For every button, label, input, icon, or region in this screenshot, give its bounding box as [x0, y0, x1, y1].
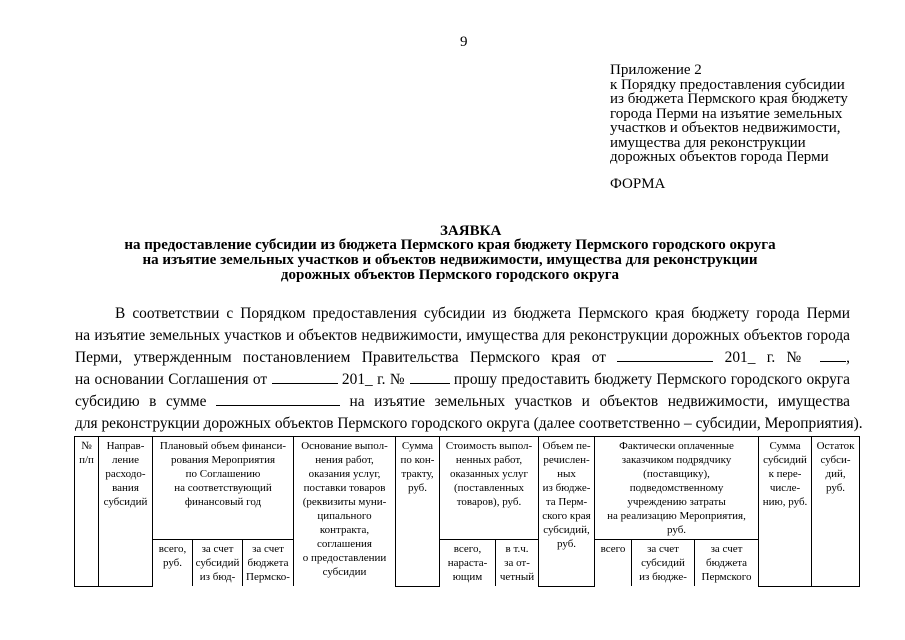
table-subheader-cell: всего, руб. [153, 540, 193, 587]
number-blank[interactable] [820, 349, 846, 362]
annex-line: к Порядку предоставления субсидии [610, 76, 845, 93]
body-paragraph [75, 303, 863, 435]
annex-line: города Перми на изъятие земельных [610, 105, 843, 122]
table-header-cell: Стоимость выпол- ненных работ, оказанных услуг (поставленных товаров), руб. [440, 437, 539, 540]
subtitle-line: на изъятие земельных участков и объектов недвижимости, имущества для реконструкции [142, 252, 758, 268]
table-subheader-cell: за счет бюджета Пермского [695, 540, 759, 587]
table-header-cell: Фактически оплаченные заказчиком подрядчику (поставщику), подведомственному учреждению затраты на реализацию Мероприятия, руб. [595, 437, 759, 540]
date-blank[interactable] [272, 371, 338, 384]
table-header-cell: Сумма субсидий к пере- числе- нию, руб. [759, 437, 812, 587]
body-text: 201_ г. № [724, 349, 809, 366]
subtitle-line: дорожных объектов Пермского городского округа [280, 267, 620, 283]
body-text: , [846, 349, 850, 366]
body-line [75, 369, 850, 391]
table-subheader-cell: в т.ч. за от- четный [496, 540, 539, 587]
table-header-cell: № п/п [75, 437, 99, 587]
table-subheader-cell: всего [595, 540, 632, 587]
report-table [74, 436, 860, 587]
subtitle-line: на предоставление субсидии из бюджета Пермского края бюджету Пермского городского округа [124, 237, 776, 253]
table-subheader-cell: за счет субсидий из бюд- [193, 540, 243, 587]
body-line: В соответствии с Порядком предоставления субсидии из бюджета Пермского края бюджету города Перми [115, 305, 850, 322]
body-line [75, 347, 850, 369]
table-subheader-cell: за счет бюджета Пермско- [243, 540, 294, 587]
annex-line: Приложение 2 [610, 62, 702, 78]
table-header-cell: Плановый объем финанси- рования Мероприятия по Соглашению на соответствующий финансовый год [153, 437, 294, 540]
annex-line: имущества для реконструкции [610, 134, 806, 151]
body-text: прошу предоставить бюджету Пермского городского округа [453, 371, 850, 388]
body-text: на основании Соглашения от [75, 371, 268, 388]
annex-block [610, 63, 870, 165]
body-line [75, 391, 850, 413]
date-blank[interactable] [617, 349, 713, 362]
table-header-cell: Остаток субси- дий, руб. [812, 437, 860, 587]
body-text: на изъятие земельных участков и объектов недвижимости, имущества [349, 393, 850, 410]
table-header-cell: Объем пе- речислен- ных из бюдже- та Перм- ского края субсидий, руб. [539, 437, 595, 587]
document-subtitle [100, 238, 800, 283]
table-subheader-cell: за счет субсидий из бюдже- [632, 540, 695, 587]
document-title: ЗАЯВКА [440, 223, 502, 239]
body-text: Перми, утвержденным постановлением Правительства Пермского края от [75, 349, 606, 366]
page-number: 9 [460, 34, 468, 50]
table-subheader-cell: всего, нараста- ющим [440, 540, 496, 587]
table-header-cell: Основание выпол- нения работ, оказания услуг, поставки товаров (реквизиты муни- ципального контракта, соглашения о предоставлении субсидии [294, 437, 396, 587]
body-line: для реконструкции дорожных объектов Пермского городского округа (далее соответственно – субсидии, Мероприятия). [75, 415, 863, 432]
number-blank[interactable] [410, 371, 450, 384]
table-header-cell: Сумма по кон- тракту, руб. [396, 437, 440, 587]
annex-line: из бюджета Пермского края бюджету [610, 91, 848, 107]
annex-line: дорожных объектов города Перми [610, 149, 829, 165]
body-text: субсидию в сумме [75, 393, 207, 410]
table-header-cell: Направ- ление расходо- вания субсидий [99, 437, 153, 587]
form-label: ФОРМА [610, 176, 666, 192]
annex-line: участков и объектов недвижимости, [610, 120, 841, 136]
amount-blank[interactable] [216, 393, 340, 406]
body-line: на изъятие земельных участков и объектов недвижимости, имущества для реконструкции дорожных объектов города [75, 327, 850, 344]
body-text: 201_ г. № [341, 371, 406, 388]
